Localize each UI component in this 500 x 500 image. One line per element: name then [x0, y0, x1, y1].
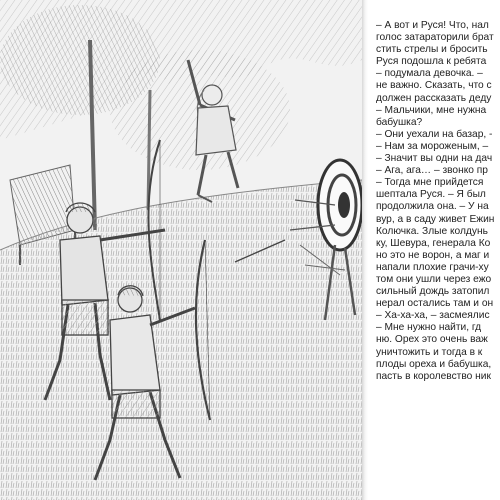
story-line: уничтожить и тогда в к [376, 346, 483, 358]
story-line: – подумала девочка. – [376, 68, 483, 80]
story-line: Колючка. Злые колдунь [376, 225, 488, 237]
story-line: шептала Руся. – Я был [376, 189, 486, 201]
story-line: должен рассказать деду [376, 92, 492, 104]
story-line: стить стрелы и бросить [376, 44, 488, 56]
story-line: Руся подошла к ребята [376, 56, 487, 68]
story-line: том они ушли через ежо [376, 273, 492, 285]
story-line: вур, а в саду живет Ежин [376, 213, 495, 225]
story-line: плоды ореха и бабушка, [376, 358, 492, 370]
story-line: – Мне нужно найти, гд [376, 322, 482, 334]
story-line: но это не ворон, а маг и [376, 249, 490, 261]
story-line: ню. Орех это очень важ [376, 334, 488, 346]
book-gutter [362, 0, 368, 500]
story-line: голос затараторили брат [376, 32, 494, 44]
story-line: – Они уехали на базар, - [376, 128, 493, 140]
story-line: продолжила она. – У на [376, 201, 489, 213]
story-line: – А вот и Руся! Что, нал [376, 20, 489, 31]
story-line: ку, Шевура, генерала Ко [376, 237, 491, 249]
story-line: нерал остались там и он [376, 298, 494, 310]
story-line: пасть в королевство ник [376, 370, 491, 382]
story-line: не важно. Сказать, что с [376, 80, 492, 92]
story-line: – Мальчики, мне нужна [376, 104, 487, 116]
story-line: сильный дождь затопил [376, 286, 490, 298]
story-line: – Ха-ха-ха, – засмеялис [376, 310, 490, 322]
story-line: бабушка? [376, 116, 423, 128]
story-line: – Нам за мороженым, – [376, 140, 489, 152]
story-text-column [376, 20, 500, 480]
story-line: напали плохие грачи-ху [376, 261, 489, 273]
story-line: – Тогда мне прийдется [376, 177, 484, 189]
story-line: – Ага, ага… – звонко пр [376, 165, 488, 177]
story-line: – Значит вы одни на дач [376, 153, 493, 165]
